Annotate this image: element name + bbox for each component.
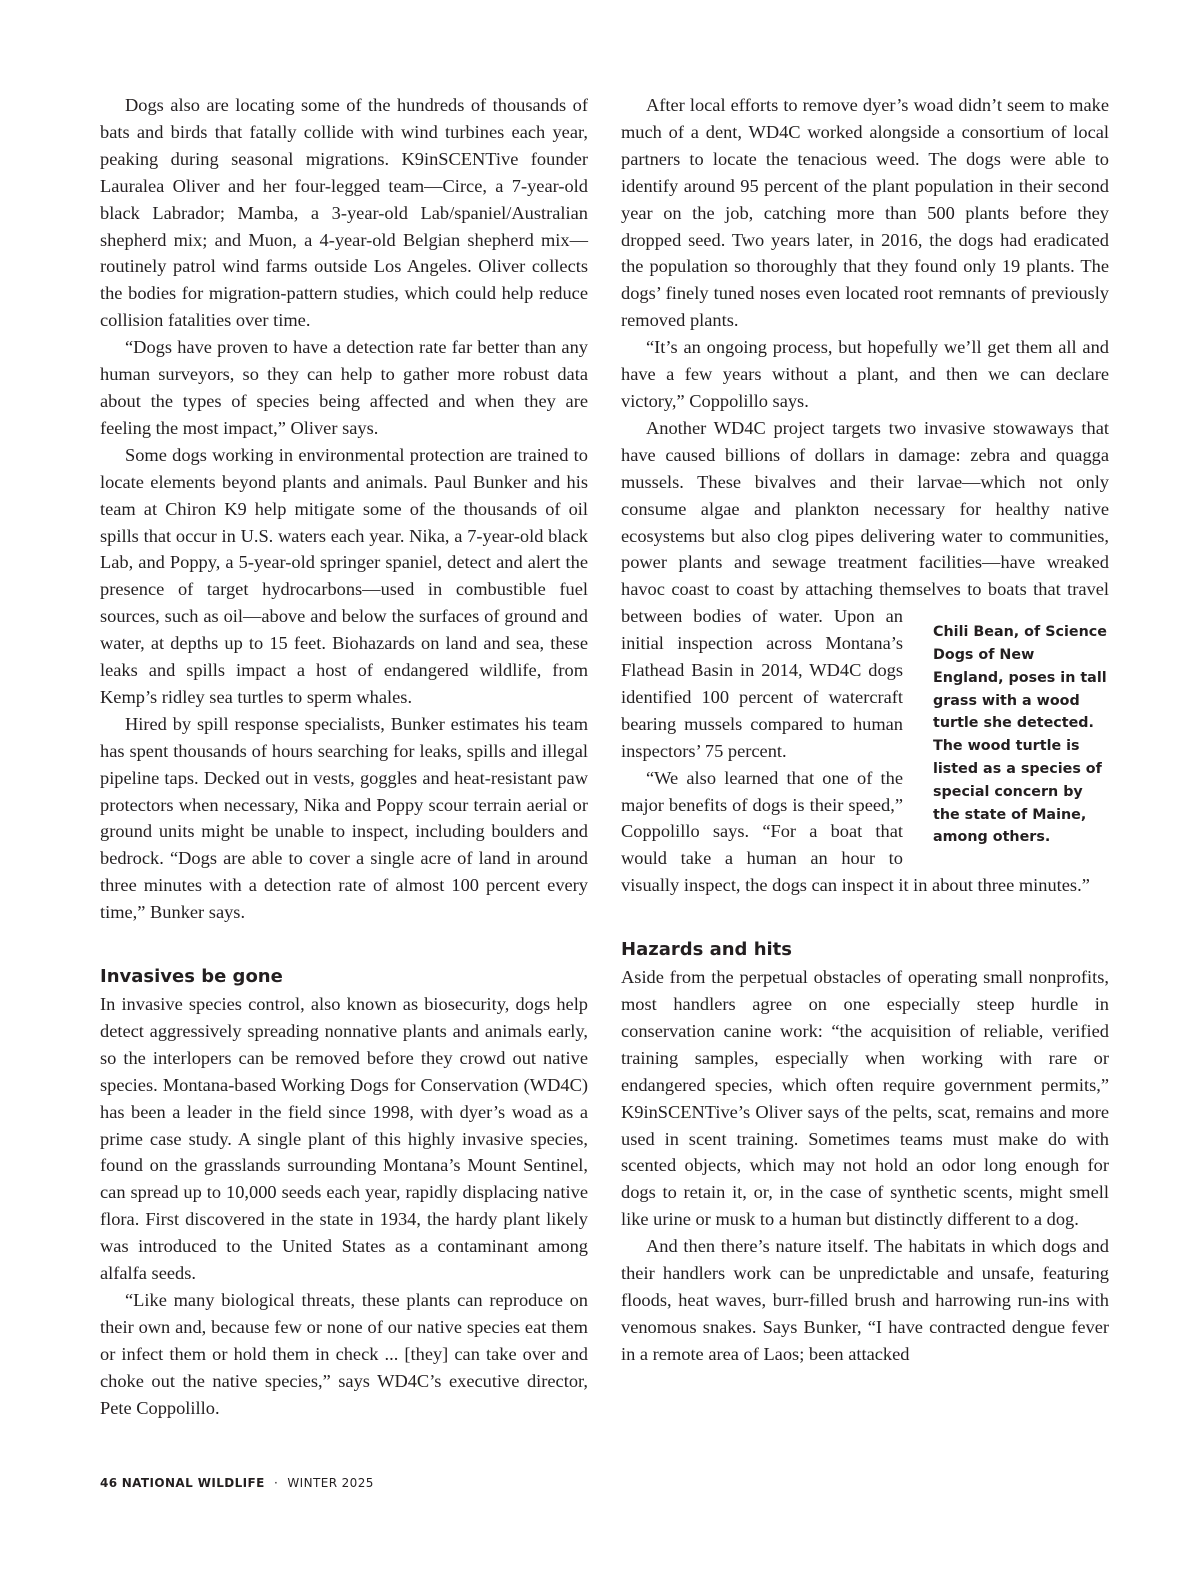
page-number: 46 xyxy=(100,1476,118,1490)
right-column xyxy=(621,92,1109,1368)
paragraph: Hired by spill response specialists, Bunker estimates his team has spent thousands of hours searching for leaks, spills and illegal pipeline taps. Decked out in vests, goggles and heat-resistant paw protectors when necessary, Nika and Poppy scour terrain aerial or ground units might be unable to inspect, including boulders and bedrock. “Dogs are able to cover a single acre of land in around three minutes with a detection rate of almost 100 percent every time,” Bunker says. xyxy=(100,713,588,923)
paragraph: And then there’s nature itself. The habitats in which dogs and their handlers work can be unpredictable and unsafe, featuring floods, heat waves, burr-filled brush and harrowing run-ins with venomous snakes. Says Bunker, “I have contracted dengue fever in a remote area of Laos; been attacked xyxy=(621,1236,1109,1364)
paragraph: Aside from the perpetual obstacles of operating small nonprofits, most handlers agree on one especially steep hurdle in conservation canine work: “the acquisition of reliable, verified training samples, especially when working with rare or endangered species, which often require government permits,” K9inSCENTive’s Oliver says of the pelts, scat, remains and more used in scent training. Sometimes teams must make do with scented objects, which may not hold an odor long enough for dogs to retain it, or, in the case of synthetic scents, might smell like urine or musk to a human but distinctly different to a dog. xyxy=(621,967,1109,1230)
photo-caption: Chili Bean, of Science Dogs of New England, poses in tall grass with a wood turtle she detected. The wood turtle is listed as a species of special concern by the state of Maine, among others. xyxy=(933,624,1107,846)
section-heading-hazards: Hazards and hits xyxy=(621,939,792,961)
footer-separator: · xyxy=(273,1476,279,1490)
paragraph: Some dogs working in environmental protection are trained to locate elements beyond plants and animals. Paul Bunker and his team at Chiron K9 help mitigate some of the thousands of oil spills that occur in U.S. waters each year. Nika, a 7-year-old black Lab, and Poppy, a 5-year-old springer spaniel, detect and alert the presence of target hydrocarbons—used in combustible fuel sources, such as oil—above and below the surfaces of ground and water, at depths up to 15 feet. Biohazards on land and sea, these leaks and spills impact a host of endangered wildlife, from Kemp’s ridley sea turtles to sperm whales. xyxy=(100,444,588,707)
paragraph-part: of water. Upon an initial inspection across Montana’s Flathead Basin in 2014, WD4C dogs identified 100 percent of watercraft bearing mussels compared to human inspectors’ 75 percent. xyxy=(621,606,903,761)
paragraph: In invasive species control, also known as biosecurity, dogs help detect aggressively spreading nonnative plants and animals early, so the interlopers can be removed before they crowd out native species. Montana-based Working Dogs for Conservation (WD4C) has been a leader in the field since 1998, with dyer’s woad as a prime case study. A single plant of this highly invasive species, found on the grasslands surrounding Montana’s Mount Sentinel, can spread up to 10,000 seeds each year, rapidly displacing native flora. First discovered in the state in 1934, the hardy plant likely was introduced to the United States as a contaminant among alfalfa seeds. xyxy=(100,994,588,1284)
paragraph: After local efforts to remove dyer’s woad didn’t seem to make much of a dent, WD4C worked alongside a consortium of local partners to locate the tenacious weed. The dogs were able to identify around 95 percent of the plant population in their second year on the job, catching more than 500 plants before they dropped seed. Two years later, in 2016, the dogs had eradicated the population so thoroughly that they found only 19 plants. The dogs’ finely tuned noses even located root remnants of previously removed plants. xyxy=(621,95,1109,331)
magazine-name: NATIONAL WILDLIFE xyxy=(121,1476,265,1490)
paragraph: “Dogs have proven to have a detection rate far better than any human surveyors, so they can help to gather more robust data about the types of species being affected and when they are feeling the most impact,” Oliver says. xyxy=(100,337,588,438)
paragraph: Dogs also are locating some of the hundreds of thousands of bats and birds that fatally collide with wind turbines each year, peaking during seasonal migrations. K9inSCENTive founder Lauralea Oliver and her four-legged team—Circe, a 7-year-old black Labrador; Mamba, a 3-year-old Lab/spaniel/Australian shepherd mix; and Muon, a 4-year-old Belgian shepherd mix—routinely patrol wind farms outside Los Angeles. Oliver collects the bodies for migration-pattern studies, which could help reduce collision fatalities over time. xyxy=(100,95,588,331)
page-footer xyxy=(100,1476,374,1490)
issue-date: WINTER 2025 xyxy=(287,1476,374,1490)
paragraph: “Like many biological threats, these plants can reproduce on their own and, because few or none of our native species eat them or infect them or hold them in check ... [they] can take over and choke out the native species,” says WD4C’s executive director, Pete Coppolillo. xyxy=(100,1289,588,1418)
section-heading-invasives: Invasives be gone xyxy=(100,966,283,988)
paragraph: “It’s an ongoing process, but hopefully we’ll get them all and have a few years without a plant, and then we can declare victory,” Coppolillo says. xyxy=(621,337,1109,411)
paragraph-part: Another WD4C project targets two invasive stowaways that have caused billions of dollars in damage: zebra and quagga mussels. These bivalves and their larvae—which not only consume algae and plankton necessary for healthy native ecosystems but also clog pipes delivering water to communities, power plants and sewage treatment facilities—have wreaked havoc coast to coast by attaching themselves to boats that travel between bodies xyxy=(621,417,1109,627)
paragraph: “We also learned that one of the major benefits of dogs is their speed,” Coppolillo says. “For a boat that would take a human an hour to visually inspect, the dogs can inspect it in about three minutes.” xyxy=(621,767,1090,896)
left-column xyxy=(100,92,588,1422)
